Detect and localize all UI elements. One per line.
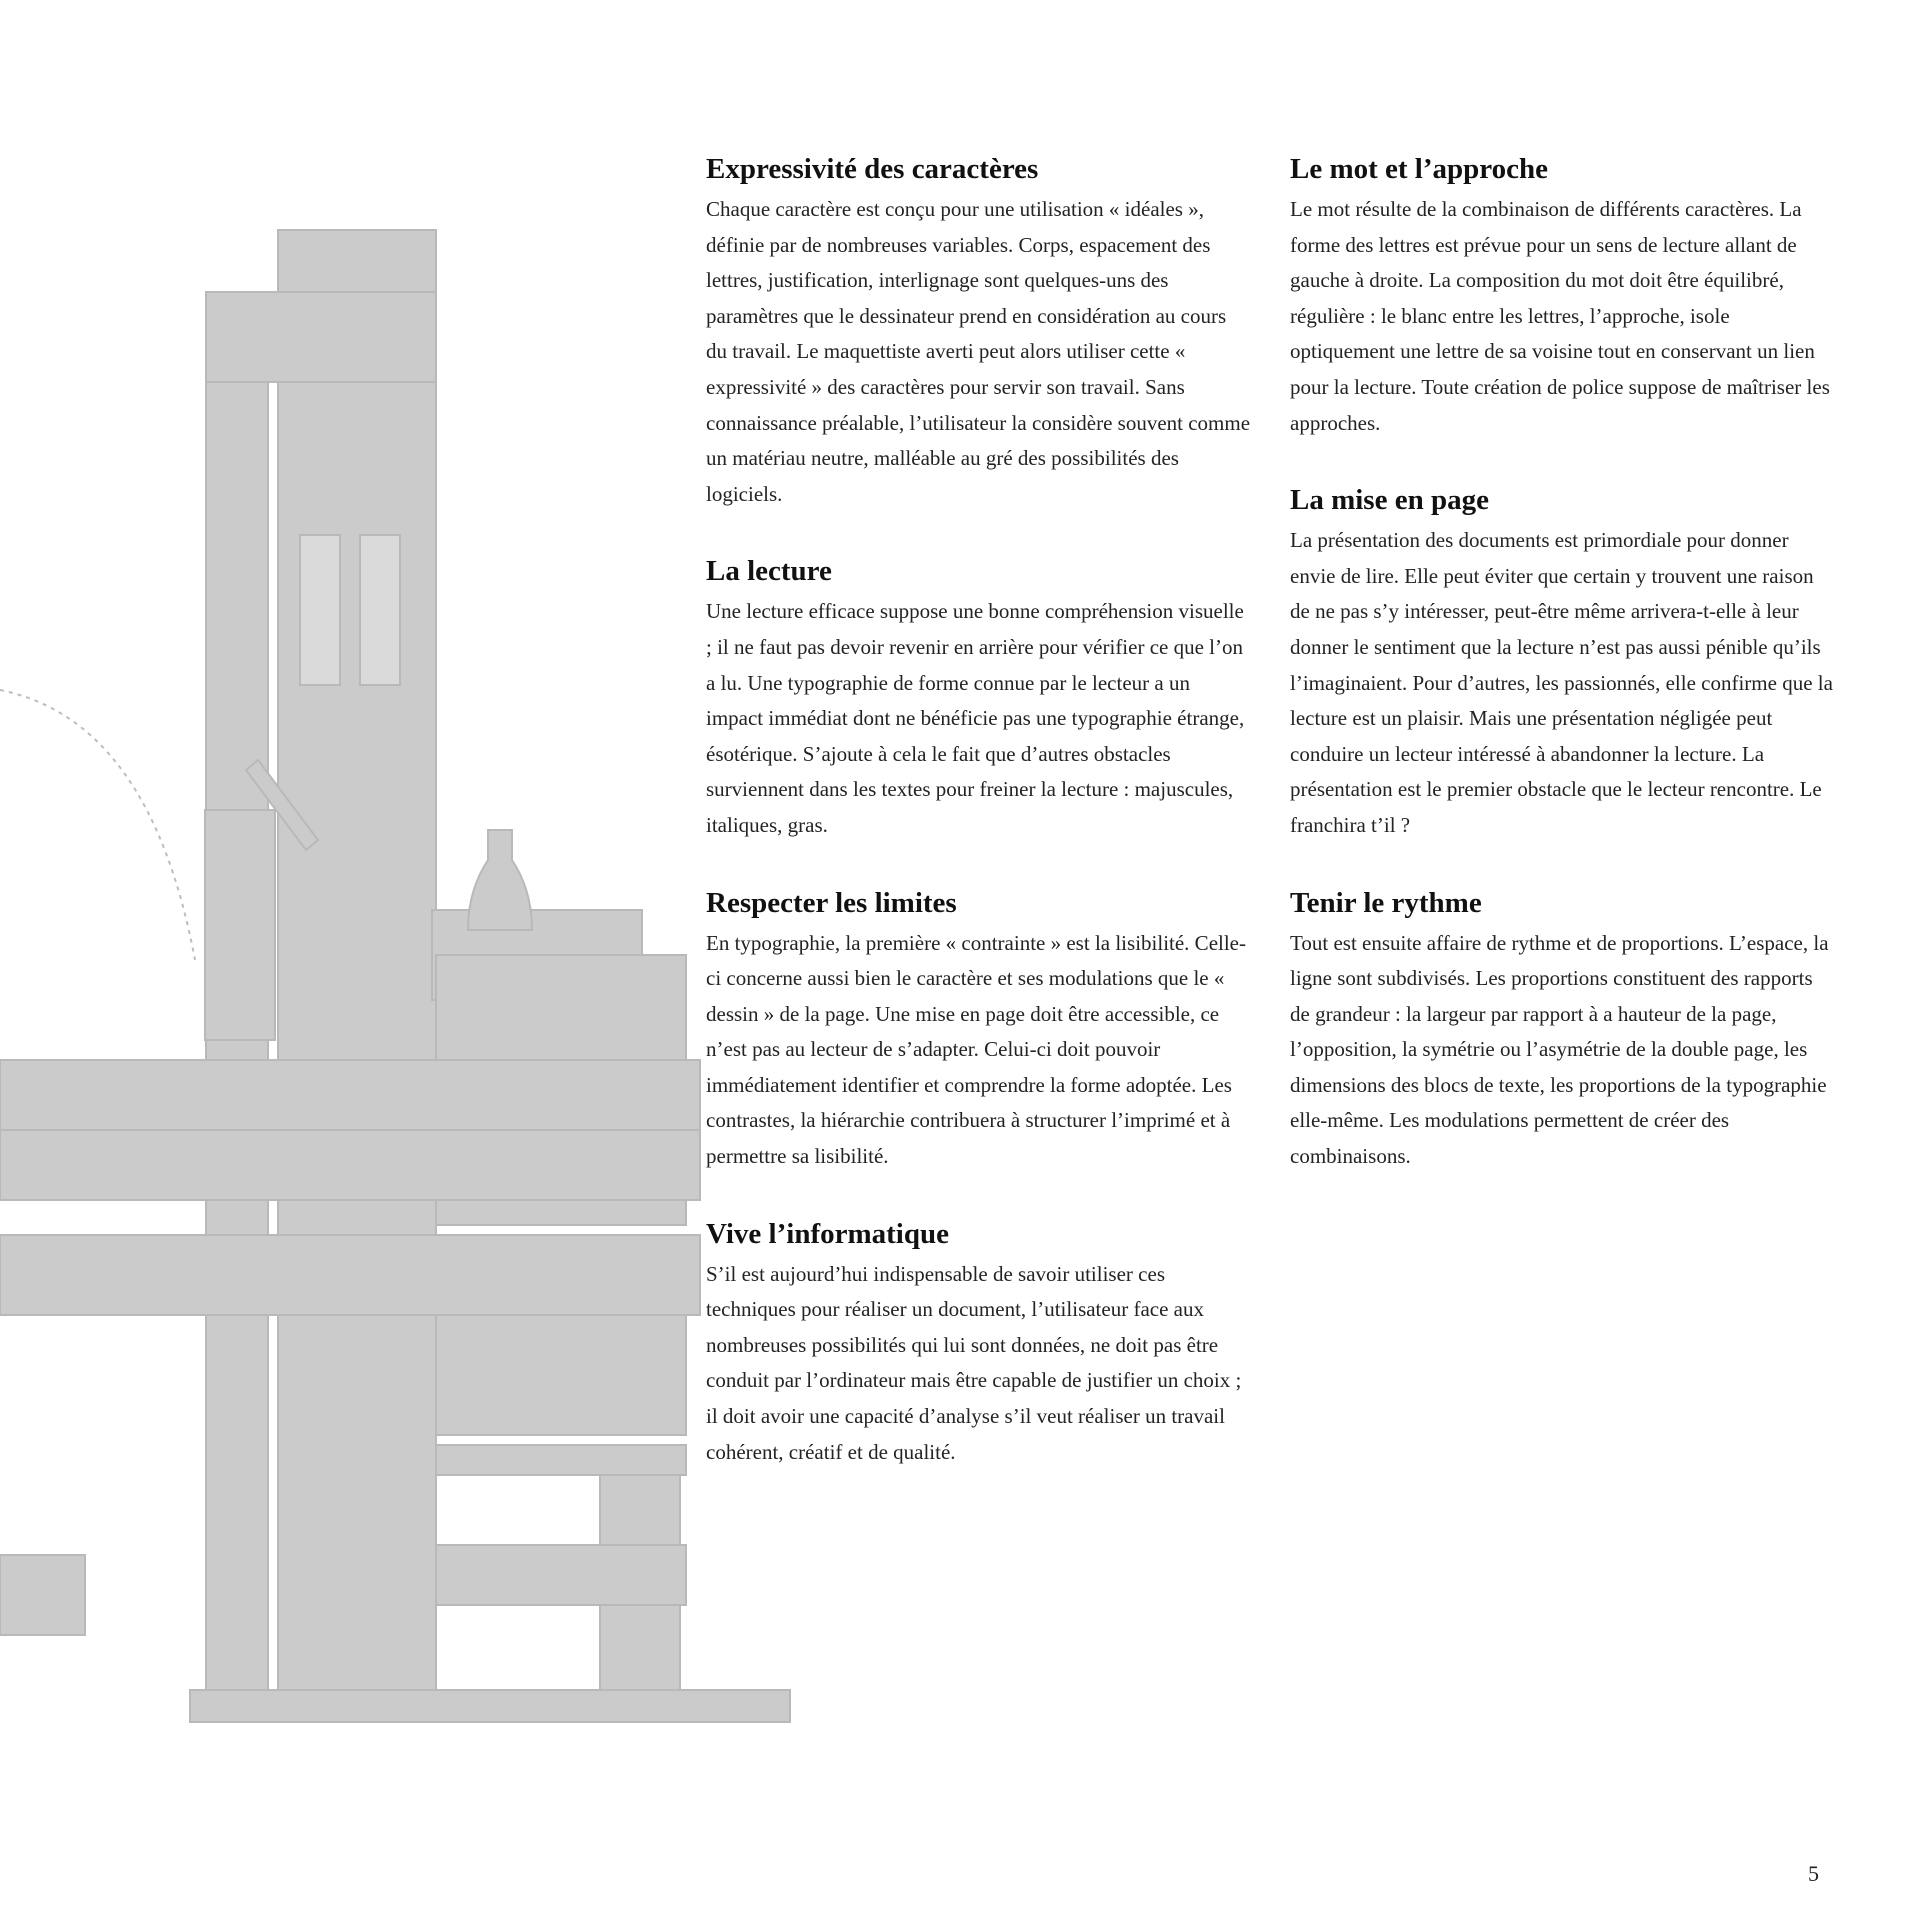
page-number: 5 [1808, 1861, 1819, 1886]
section-rythme [1290, 882, 1835, 1175]
section-heading: La lecture [706, 555, 832, 588]
section-limites [706, 882, 1251, 1175]
section-informatique [706, 1213, 1251, 1471]
section-body: Tout est ensuite affaire de rythme et de proportions. L’espace, la ligne sont subdivisés. Les proportions constituent des rapports de grandeur : la largeur par rapport à a hauteur de la page, l’opposition, la symétrie ou l’asymétrie de la double page, les dimensions des blocs de texte, les proportions de la typographie elle-même. Les modulations permettent de créer des combinaisons. [1290, 930, 1829, 1169]
section-heading: Respecter les limites [706, 886, 957, 919]
section-body: S’il est aujourd’hui indispensable de savoir utiliser ces techniques pour réaliser un document, l’utilisateur face aux nombreuses possibilités qui lui sont données, ne doit pas être conduit par l’ordinateur mais être capable de justifier un choix ; il doit avoir une capacité d’analyse s’il veut réaliser un travail cohérent, créatif et de qualité. [706, 1261, 1242, 1464]
section-heading: Tenir le rythme [1290, 886, 1482, 919]
section-heading: La mise en page [1290, 484, 1489, 517]
section-body: En typographie, la première « contrainte » est la lisibilité. Celle-ci concerne aussi bien le caractère et ses modulations que le « dessin » de la page. Une mise en page doit être accessible, ce n’est pas au lecteur de s’adapter. Celui-ci doit pouvoir immédiatement identifier et comprendre la forme adoptée. Les contrastes, la hiérarchie contribuera à structurer l’imprimé et à permettre sa lisibilité. [706, 930, 1246, 1169]
section-mot-approche [1290, 148, 1835, 441]
section-body: Chaque caractère est conçu pour une utilisation « idéales », définie par de nombreuses variables. Corps, espacement des lettres, justification, interlignage sont quelques-uns des paramètres que le dessinateur prend en considération au cours du travail. Le maquettiste averti peut alors utiliser cette « expressivité » des caractères pour servir son travail. Sans connaissance préalable, l’utilisateur la considère souvent comme un matériau neutre, malléable au gré des possibilités des logiciels. [706, 197, 1251, 506]
section-expressivite [706, 148, 1251, 512]
section-lecture [706, 550, 1251, 843]
section-body: Le mot résulte de la combinaison de différents caractères. La forme des lettres est prévue pour un sens de lecture allant de gauche à droite. La composition du mot doit être équilibré, régulière : le blanc entre les lettres, l’approche, isole optiquement une lettre de sa voisine tout en conservant un lien pour la lecture. Toute création de police suppose de maîtriser les approches. [1290, 197, 1830, 435]
section-body: Une lecture efficace suppose une bonne compréhension visuelle ; il ne faut pas devoir revenir en arrière pour vérifier ce que l’on a lu. Une typographie de forme connue par le lecteur a un impact immédiat dont ne bénéficie pas une typographie étrange, ésotérique. S’ajoute à cela le fait que d’autres obstacles surviennent dans les textes pour freiner la lecture : majuscules, italiques, gras. [706, 599, 1245, 837]
section-body: La présentation des documents est primordiale pour donner envie de lire. Elle peut éviter que certain y trouvent une raison de ne pas s’y intéresser, peut-être même arrivera-t-elle à leur donner le sentiment que la lecture n’est pas aussi pénible qu’ils l’imaginaient. Pour d’autres, les passionnés, elle confirme que la lecture est un plaisir. Mais une présentation négligée peut conduire un lecteur intéressé à abandonner la lecture. La présentation est le premier obstacle que le lecteur rencontre. Le franchira t’il ? [1290, 528, 1833, 837]
section-heading: Vive l’informatique [706, 1217, 949, 1250]
right-column [1290, 148, 1835, 1213]
section-heading: Expressivité des caractères [706, 153, 1039, 185]
left-column [706, 148, 1251, 1508]
section-mise-en-page [1290, 479, 1835, 843]
section-heading: Le mot et l’approche [1290, 153, 1548, 185]
